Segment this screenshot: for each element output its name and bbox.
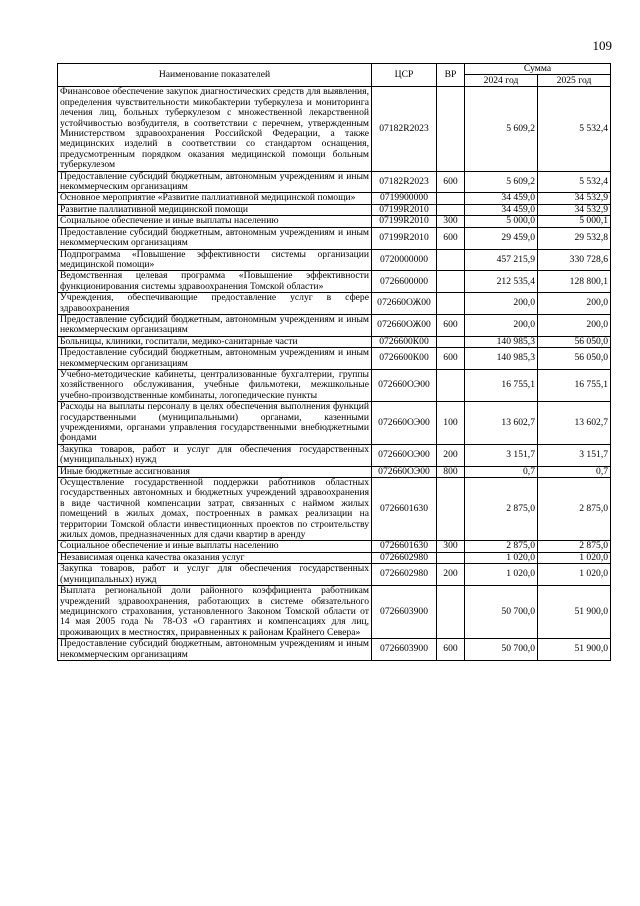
row-csr: 07182R2023 [372, 171, 437, 193]
row-name: Иные бюджетные ассигнования [58, 466, 372, 477]
row-name: Предоставление субсидий бюджетным, автономным учреждениям и иным некоммерческим организациям [58, 639, 372, 661]
row-name: Предоставление субсидий бюджетным, автономным учреждениям и иным некоммерческим организациям [58, 348, 372, 370]
row-csr: 07182R2023 [372, 87, 437, 171]
row-name: Развитие паллиативной медицинской помощи [58, 204, 372, 215]
table-row [58, 204, 611, 215]
row-name: Независимая оценка качества оказания услуг [58, 552, 372, 563]
row-sum-2025: 1 020,0 [538, 552, 611, 563]
row-name: Учреждения, обеспечивающие предоставление услуг в сфере здравоохранения [58, 293, 372, 315]
row-sum-2024: 50 700,0 [465, 586, 538, 639]
row-vr: 600 [437, 314, 465, 336]
table-row [58, 293, 611, 315]
row-name: Закупка товаров, работ и услуг для обеспечения государственных (муниципальных) нужд [58, 564, 372, 586]
row-sum-2025: 16 755,1 [538, 369, 611, 401]
table-row [58, 586, 611, 639]
row-name: Социальное обеспечение и иные выплаты населению [58, 216, 372, 227]
row-csr: 0726600К00 [372, 348, 437, 370]
row-vr: 300 [437, 541, 465, 552]
row-csr: 0726600К00 [372, 336, 437, 347]
row-name: Предоставление субсидий бюджетным, автономным учреждениям и иным некоммерческим организациям [58, 314, 372, 336]
table-row [58, 541, 611, 552]
row-name: Учебно-методические кабинеты, централизованные бухгалтерии, группы хозяйственного обслуживания, учебные фильмотеки, межшкольные учебно-производственные комбинаты, логопедические пункты [58, 369, 372, 401]
row-vr: 800 [437, 466, 465, 477]
row-name: Ведомственная целевая программа «Повышение эффективности функционирования системы здравоохранения Томской области» [58, 271, 372, 293]
row-name: Предоставление субсидий бюджетным, автономным учреждениям и иным некоммерческим организациям [58, 227, 372, 249]
row-vr [437, 369, 465, 401]
row-sum-2025: 330 728,6 [538, 249, 611, 271]
row-sum-2025: 1 020,0 [538, 564, 611, 586]
row-name: Основное мероприятие «Развитие паллиативной медицинской помощи» [58, 193, 372, 204]
row-vr [437, 336, 465, 347]
row-vr [437, 249, 465, 271]
table-row [58, 552, 611, 563]
row-name: Предоставление субсидий бюджетным, автономным учреждениям и иным некоммерческим организациям [58, 171, 372, 193]
table-header-row [58, 64, 611, 75]
row-vr: 600 [437, 171, 465, 193]
row-sum-2025: 56 050,0 [538, 348, 611, 370]
table-row [58, 336, 611, 347]
table-row [58, 444, 611, 466]
page-number: 109 [592, 38, 612, 53]
row-sum-2024: 34 459,0 [465, 204, 538, 215]
table-row [58, 402, 611, 445]
row-csr: 0720000000 [372, 249, 437, 271]
row-name: Больницы, клиники, госпитали, медико-санитарные части [58, 336, 372, 347]
row-sum-2024: 29 459,0 [465, 227, 538, 249]
row-name: Выплата региональной доли районного коэффициента работникам учреждений здравоохранения, работающих в системе обязательного медицинского страхования, установленного Законом Томской области от 14 мая 2005 года № 78-ОЗ «О гарантиях и компенсациях для лиц, проживающих в местностях, приравненных к районам Крайнего Севера» [58, 586, 372, 639]
row-csr: 07199R2010 [372, 216, 437, 227]
row-csr: 072660ОЭ00 [372, 444, 437, 466]
row-sum-2025: 51 900,0 [538, 586, 611, 639]
header-csr: ЦСР [372, 64, 437, 87]
row-sum-2025: 34 532,9 [538, 193, 611, 204]
row-sum-2024: 13 602,7 [465, 402, 538, 445]
row-csr: 072660ОЖ00 [372, 293, 437, 315]
row-vr: 600 [437, 639, 465, 661]
row-csr: 0726603900 [372, 639, 437, 661]
row-sum-2024: 1 020,0 [465, 564, 538, 586]
table-row [58, 478, 611, 541]
row-sum-2024: 200,0 [465, 293, 538, 315]
row-sum-2024: 5 609,2 [465, 87, 538, 171]
budget-table [57, 63, 611, 661]
row-csr: 072660ОЭ00 [372, 369, 437, 401]
row-sum-2025: 29 532,8 [538, 227, 611, 249]
table-row [58, 466, 611, 477]
row-sum-2024: 200,0 [465, 314, 538, 336]
row-sum-2024: 16 755,1 [465, 369, 538, 401]
row-sum-2025: 51 900,0 [538, 639, 611, 661]
row-sum-2024: 212 535,4 [465, 271, 538, 293]
row-sum-2025: 5 532,4 [538, 171, 611, 193]
row-sum-2024: 2 875,0 [465, 541, 538, 552]
row-name: Закупка товаров, работ и услуг для обеспечения государственных (муниципальных) нужд [58, 444, 372, 466]
row-sum-2024: 5 609,2 [465, 171, 538, 193]
row-sum-2024: 34 459,0 [465, 193, 538, 204]
row-sum-2025: 0,7 [538, 466, 611, 477]
table-row [58, 216, 611, 227]
table-row [58, 314, 611, 336]
row-sum-2024: 140 985,3 [465, 348, 538, 370]
row-csr: 0726602980 [372, 552, 437, 563]
table-row [58, 87, 611, 171]
row-sum-2025: 5 000,1 [538, 216, 611, 227]
row-vr: 600 [437, 227, 465, 249]
row-sum-2024: 140 985,3 [465, 336, 538, 347]
row-sum-2024: 5 000,0 [465, 216, 538, 227]
header-year-2025: 2025 год [538, 75, 611, 87]
row-vr [437, 271, 465, 293]
row-vr: 200 [437, 564, 465, 586]
row-sum-2025: 3 151,7 [538, 444, 611, 466]
header-vr: ВР [437, 64, 465, 87]
table-row [58, 249, 611, 271]
row-sum-2025: 56 050,0 [538, 336, 611, 347]
row-vr [437, 193, 465, 204]
table-row [58, 639, 611, 661]
table-row [58, 227, 611, 249]
row-csr: 0726602980 [372, 564, 437, 586]
row-sum-2024: 50 700,0 [465, 639, 538, 661]
row-sum-2025: 34 532,9 [538, 204, 611, 215]
table-row [58, 348, 611, 370]
row-csr: 0726601630 [372, 541, 437, 552]
row-csr: 07199R2010 [372, 227, 437, 249]
table-row [58, 193, 611, 204]
row-csr: 0726601630 [372, 478, 437, 541]
row-sum-2025: 200,0 [538, 293, 611, 315]
row-name: Социальное обеспечение и иные выплаты населению [58, 541, 372, 552]
table-body [58, 87, 611, 661]
row-sum-2025: 128 800,1 [538, 271, 611, 293]
header-name: Наименование показателей [58, 64, 372, 87]
row-csr: 07199R2010 [372, 204, 437, 215]
row-name: Подпрограмма «Повышение эффективности системы организации медицинской помощи» [58, 249, 372, 271]
row-csr: 072660ОЭ00 [372, 402, 437, 445]
row-sum-2024: 2 875,0 [465, 478, 538, 541]
row-vr [437, 552, 465, 563]
row-csr: 0726603900 [372, 586, 437, 639]
header-year-2024: 2024 год [465, 75, 538, 87]
table-row [58, 564, 611, 586]
row-sum-2025: 2 875,0 [538, 478, 611, 541]
header-sum: Сумма [465, 64, 611, 75]
row-sum-2025: 5 532,4 [538, 87, 611, 171]
row-vr: 200 [437, 444, 465, 466]
row-sum-2024: 457 215,9 [465, 249, 538, 271]
row-vr [437, 586, 465, 639]
table-row [58, 171, 611, 193]
row-sum-2025: 2 875,0 [538, 541, 611, 552]
row-name: Финансовое обеспечение закупок диагностических средств для выявления, определения чувствительности микобактерии туберкулеза и мониторинга лечения лиц, больных туберкулезом с множественной лекарственной устойчивостью возбудителя, в соответствии с перечнем, утвержденным Министерством здравоохранения Российской Федерации, а также медицинских изделий в соответствии со стандартом оснащения, предусмотренным порядком оказания медицинской помощи больным туберкулезом [58, 87, 372, 171]
row-sum-2024: 3 151,7 [465, 444, 538, 466]
row-vr [437, 87, 465, 171]
table-row [58, 369, 611, 401]
row-sum-2024: 0,7 [465, 466, 538, 477]
row-vr: 300 [437, 216, 465, 227]
row-vr [437, 478, 465, 541]
row-csr: 072660ОЭ00 [372, 466, 437, 477]
row-csr: 072660ОЖ00 [372, 314, 437, 336]
table-row [58, 271, 611, 293]
row-csr: 0726600000 [372, 271, 437, 293]
row-name: Расходы на выплаты персоналу в целях обеспечения выполнения функций государственными (муниципальными) органами, казенными учреждениями, органами управления государственными внебюджетными фондами [58, 402, 372, 445]
row-sum-2025: 200,0 [538, 314, 611, 336]
row-vr: 600 [437, 348, 465, 370]
row-vr: 100 [437, 402, 465, 445]
row-sum-2025: 13 602,7 [538, 402, 611, 445]
row-vr [437, 204, 465, 215]
row-name: Осуществление государственной поддержки работников областных государственных автономных и бюджетных учреждений здравоохранения в виде частичной компенсации затрат, связанных с наймом жилых помещений в жилых домах, построенных в рамках реализации на территории Томской области инвестиционных проектов по строительству жилых домов, предназначенных для сдачи квартир в аренду [58, 478, 372, 541]
row-csr: 0719900000 [372, 193, 437, 204]
row-vr [437, 293, 465, 315]
row-sum-2024: 1 020,0 [465, 552, 538, 563]
